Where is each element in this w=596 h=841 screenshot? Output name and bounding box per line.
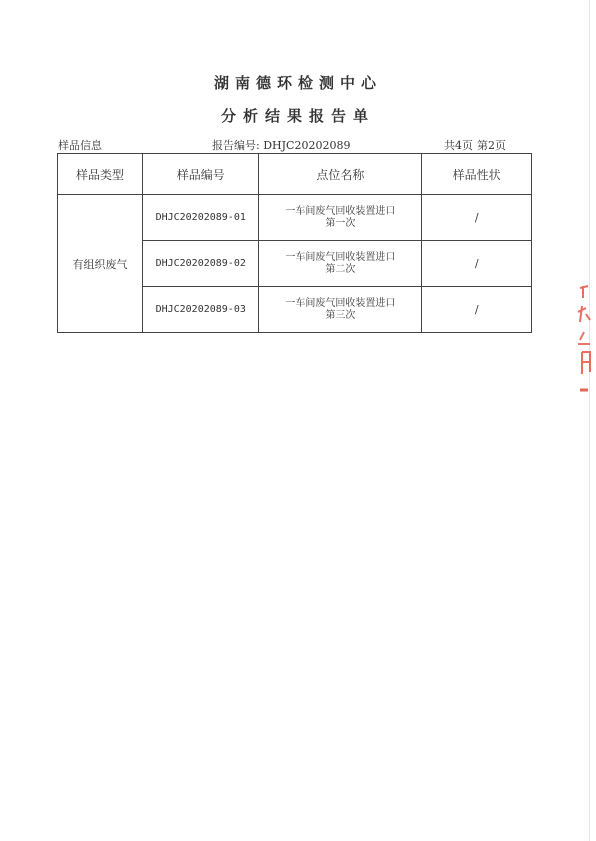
location-cell: [259, 287, 422, 333]
location-round: 第二次: [325, 263, 356, 275]
report-number-label: 报告编号:: [212, 139, 260, 152]
seal-stamp-icon: [574, 282, 594, 402]
sample-id-cell: DHJC20202089-01: [142, 195, 258, 241]
report-number-value: DHJC20202089: [263, 139, 351, 152]
info-line: [58, 137, 532, 153]
total-pages: 共4页: [444, 139, 473, 152]
page-edge: [589, 0, 590, 841]
current-page: 第2页: [477, 139, 506, 152]
header-location: 点位名称: [259, 154, 422, 195]
organization-name: 湖南德环检测中心: [213, 74, 382, 92]
seal-stamp-fragment: [574, 282, 594, 402]
location-round: 第一次: [325, 217, 356, 229]
header-sample-id: 样品编号: [142, 154, 258, 195]
location-name: 一车间废气回收装置进口: [285, 251, 396, 263]
sample-table: [57, 153, 532, 333]
sample-id-cell: DHJC20202089-02: [142, 241, 258, 287]
property-cell: /: [422, 241, 532, 287]
location-name: 一车间废气回收装置进口: [285, 205, 396, 217]
table-row: [58, 195, 532, 241]
header-property: 样品性状: [422, 154, 532, 195]
property-cell: /: [422, 195, 532, 241]
section-label: 样品信息: [58, 139, 102, 152]
location-round: 第三次: [325, 309, 356, 321]
header-sample-type: 样品类型: [58, 154, 143, 195]
location-cell: [259, 195, 422, 241]
sample-id-cell: DHJC20202089-03: [142, 287, 258, 333]
page-indicator: [440, 137, 506, 153]
report-title: 分析结果报告单: [220, 107, 375, 125]
location-cell: [259, 241, 422, 287]
sample-type-cell: 有组织废气: [58, 195, 143, 333]
table-header-row: [58, 154, 532, 195]
location-name: 一车间废气回收装置进口: [285, 297, 396, 309]
report-number: [212, 137, 350, 153]
property-cell: /: [422, 287, 532, 333]
